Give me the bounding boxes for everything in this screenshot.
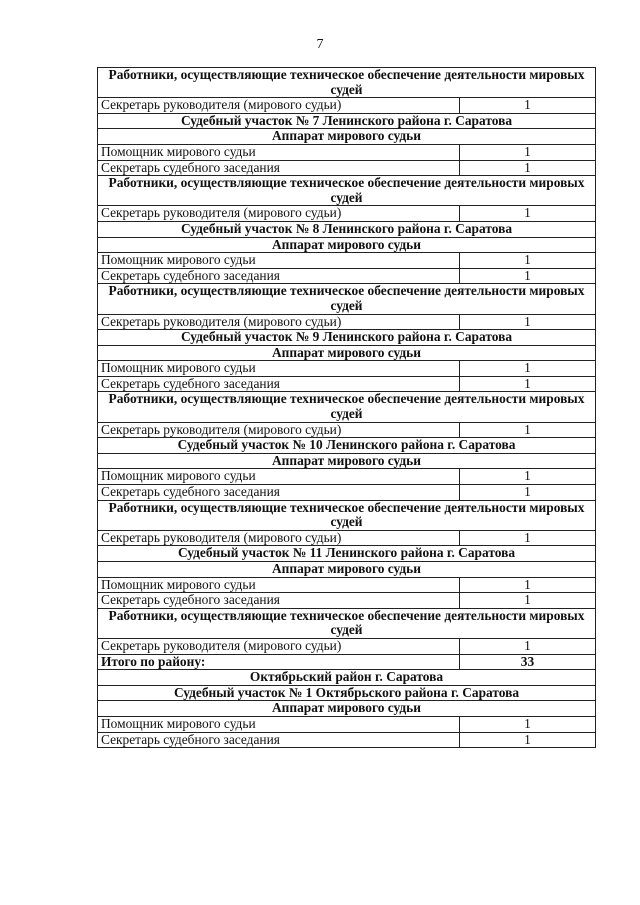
section-header: Аппарат мирового судьи [98,453,596,469]
position-count: 1 [460,98,596,114]
position-count: 1 [460,577,596,593]
section-header-row [98,701,596,717]
position-row [98,732,596,748]
position-count: 1 [460,160,596,176]
section-header: Аппарат мирового судьи [98,562,596,578]
position-label: Помощник мирового судьи [98,253,460,269]
section-header-row [98,685,596,701]
position-label: Секретарь руководителя (мирового судьи) [98,422,460,438]
position-count: 1 [460,361,596,377]
section-header-row [98,237,596,253]
section-header: Судебный участок № 1 Октябрьского района г. Саратова [98,685,596,701]
position-row [98,376,596,392]
section-header: Работники, осуществляющие техническое обеспечение деятельности мировых судей [98,176,596,206]
position-row [98,716,596,732]
position-label: Секретарь судебного заседания [98,732,460,748]
section-header: Работники, осуществляющие техническое обеспечение деятельности мировых судей [98,284,596,314]
position-row [98,422,596,438]
position-row [98,530,596,546]
section-header: Работники, осуществляющие техническое обеспечение деятельности мировых судей [98,500,596,530]
position-row [98,314,596,330]
position-row [98,98,596,114]
position-row [98,485,596,501]
total-value: 33 [460,654,596,670]
position-row [98,206,596,222]
section-header-row [98,345,596,361]
position-row [98,361,596,377]
position-count: 1 [460,638,596,654]
section-header: Аппарат мирового судьи [98,237,596,253]
position-label: Секретарь руководителя (мирового судьи) [98,98,460,114]
position-row [98,144,596,160]
position-label: Помощник мирового судьи [98,716,460,732]
section-header-row [98,438,596,454]
position-label: Помощник мирового судьи [98,469,460,485]
section-header-row [98,608,596,638]
position-row [98,593,596,609]
total-label: Итого по району: [98,654,460,670]
section-header-row [98,546,596,562]
position-count: 1 [460,314,596,330]
position-count: 1 [460,716,596,732]
section-header-row [98,500,596,530]
section-header-row [98,284,596,314]
position-label: Помощник мирового судьи [98,144,460,160]
section-header: Работники, осуществляющие техническое обеспечение деятельности мировых судей [98,68,596,98]
section-header-row [98,562,596,578]
staff-table-body [98,68,596,748]
position-label: Секретарь руководителя (мирового судьи) [98,314,460,330]
position-label: Секретарь судебного заседания [98,485,460,501]
section-header-row [98,670,596,686]
section-header: Работники, осуществляющие техническое обеспечение деятельности мировых судей [98,392,596,422]
section-header-row [98,129,596,145]
section-header: Работники, осуществляющие техническое обеспечение деятельности мировых судей [98,608,596,638]
position-count: 1 [460,530,596,546]
staff-table [97,67,596,748]
section-header-row [98,453,596,469]
position-label: Секретарь руководителя (мирового судьи) [98,206,460,222]
position-count: 1 [460,485,596,501]
position-count: 1 [460,144,596,160]
position-row [98,268,596,284]
position-count: 1 [460,253,596,269]
section-header: Судебный участок № 11 Ленинского района г. Саратова [98,546,596,562]
position-row [98,253,596,269]
section-header: Аппарат мирового судьи [98,129,596,145]
section-header: Судебный участок № 10 Ленинского района г. Саратова [98,438,596,454]
position-label: Секретарь судебного заседания [98,593,460,609]
position-row [98,577,596,593]
total-row [98,654,596,670]
section-header: Аппарат мирового судьи [98,345,596,361]
position-count: 1 [460,422,596,438]
position-count: 1 [460,593,596,609]
position-label: Секретарь руководителя (мирового судьи) [98,530,460,546]
section-header-row [98,176,596,206]
section-header-row [98,330,596,346]
position-row [98,160,596,176]
position-count: 1 [460,206,596,222]
position-label: Секретарь судебного заседания [98,376,460,392]
section-header: Аппарат мирового судьи [98,701,596,717]
position-count: 1 [460,268,596,284]
position-label: Помощник мирового судьи [98,577,460,593]
section-header-row [98,221,596,237]
section-header-row [98,392,596,422]
position-count: 1 [460,469,596,485]
position-count: 1 [460,376,596,392]
section-header: Судебный участок № 7 Ленинского района г. Саратова [98,113,596,129]
position-label: Секретарь судебного заседания [98,160,460,176]
page-number: 7 [316,37,324,52]
position-row [98,469,596,485]
section-header-row [98,68,596,98]
position-label: Помощник мирового судьи [98,361,460,377]
position-row [98,638,596,654]
section-header-row [98,113,596,129]
position-label: Секретарь судебного заседания [98,268,460,284]
position-label: Секретарь руководителя (мирового судьи) [98,638,460,654]
section-header: Судебный участок № 8 Ленинского района г. Саратова [98,221,596,237]
section-header: Октябрьский район г. Саратова [98,670,596,686]
section-header: Судебный участок № 9 Ленинского района г. Саратова [98,330,596,346]
position-count: 1 [460,732,596,748]
